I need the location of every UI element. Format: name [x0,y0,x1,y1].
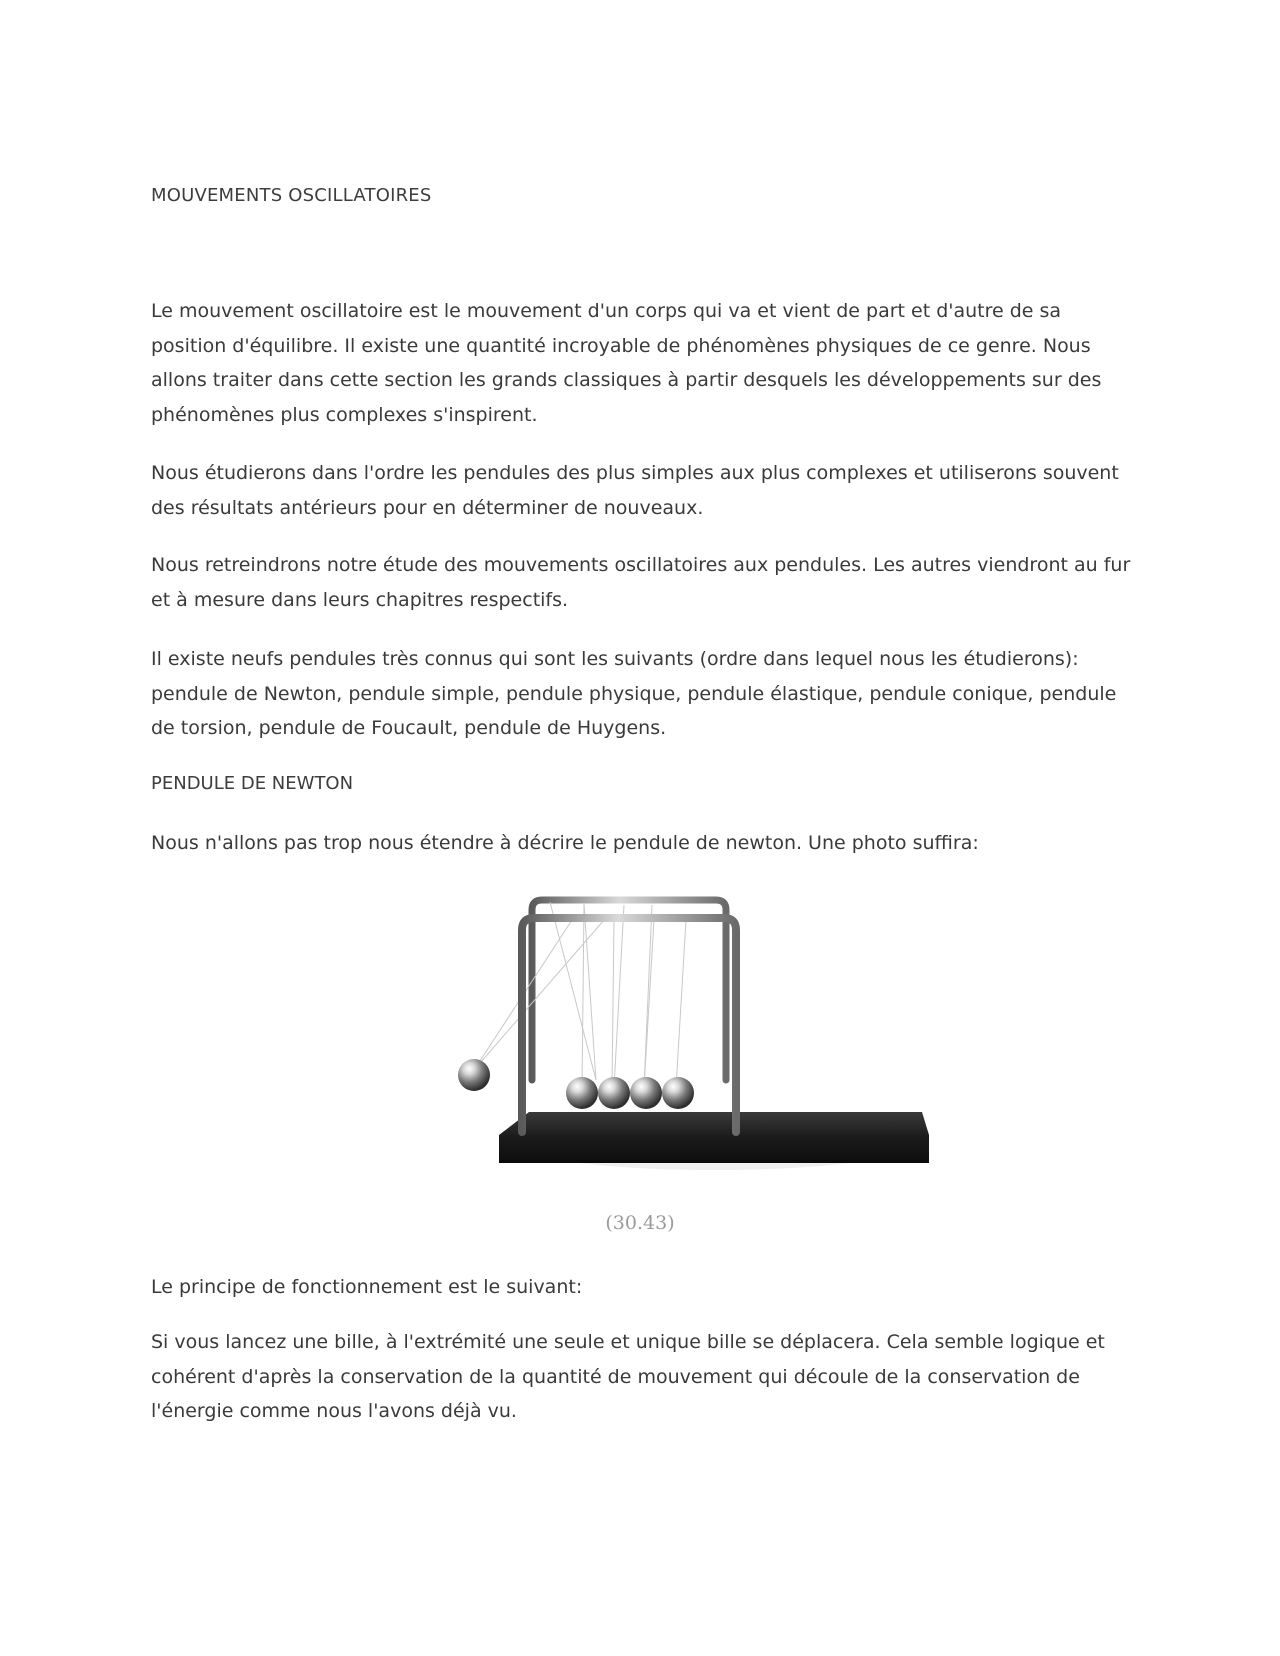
figure-intro: Nous n'allons pas trop nous étendre à décrire le pendule de newton. Une photo suffira: [151,832,979,854]
paragraph: Si vous lancez une bille, à l'extrémité une seule et unique bille se déplacera. Cela semble logique et cohérent d'après la conservation de la quantité de mouvement qui découle de la conservation de l'énergie comme nous l'avons déjà vu. [151,1331,1105,1422]
paragraph: Le mouvement oscillatoire est le mouvement d'un corps qui va et vient de part et d'autre de sa position d'équilibre. Il existe une quantité incroyable de phénomènes physiques de ce genre. Nous allons traiter dans cette section les grands classiques à partir desquels les développements sur des phénomènes plus complexes s'inspirent. [151,300,1102,426]
cradle-strings [474,902,686,1088]
ball [566,1077,598,1109]
raised-ball [458,1059,490,1091]
newtons-cradle-figure [454,880,974,1200]
ball [662,1077,694,1109]
page-title: MOUVEMENTS OSCILLATOIRES [151,185,432,206]
paragraph: Il existe neufs pendules très connus qui sont les suivants (ordre dans lequel nous les étudierons): pendule de Newton, pendule simple, pendule physique, pendule élastique, pendule conique, pendule de torsion, pendule de Foucault, pendule de Huygens. [151,648,1117,739]
resting-balls [566,1077,694,1109]
paragraph: Le principe de fonctionnement est le suivant: [151,1276,583,1298]
figure-caption: (30.43) [605,1212,675,1234]
cradle-frame-front [522,918,736,1132]
newtons-cradle-image [454,880,974,1200]
cradle-frame-back [532,900,726,1080]
ball [598,1077,630,1109]
section-title: PENDULE DE NEWTON [151,773,354,794]
cradle-base [499,1112,929,1163]
paragraph: Nous étudierons dans l'ordre les pendules des plus simples aux plus complexes et utiliserons souvent des résultats antérieurs pour en déterminer de nouveaux. [151,462,1119,519]
ball [630,1077,662,1109]
paragraph: Nous retreindrons notre étude des mouvements oscillatoires aux pendules. Les autres viendront au fur et à mesure dans leurs chapitres respectifs. [151,554,1131,611]
